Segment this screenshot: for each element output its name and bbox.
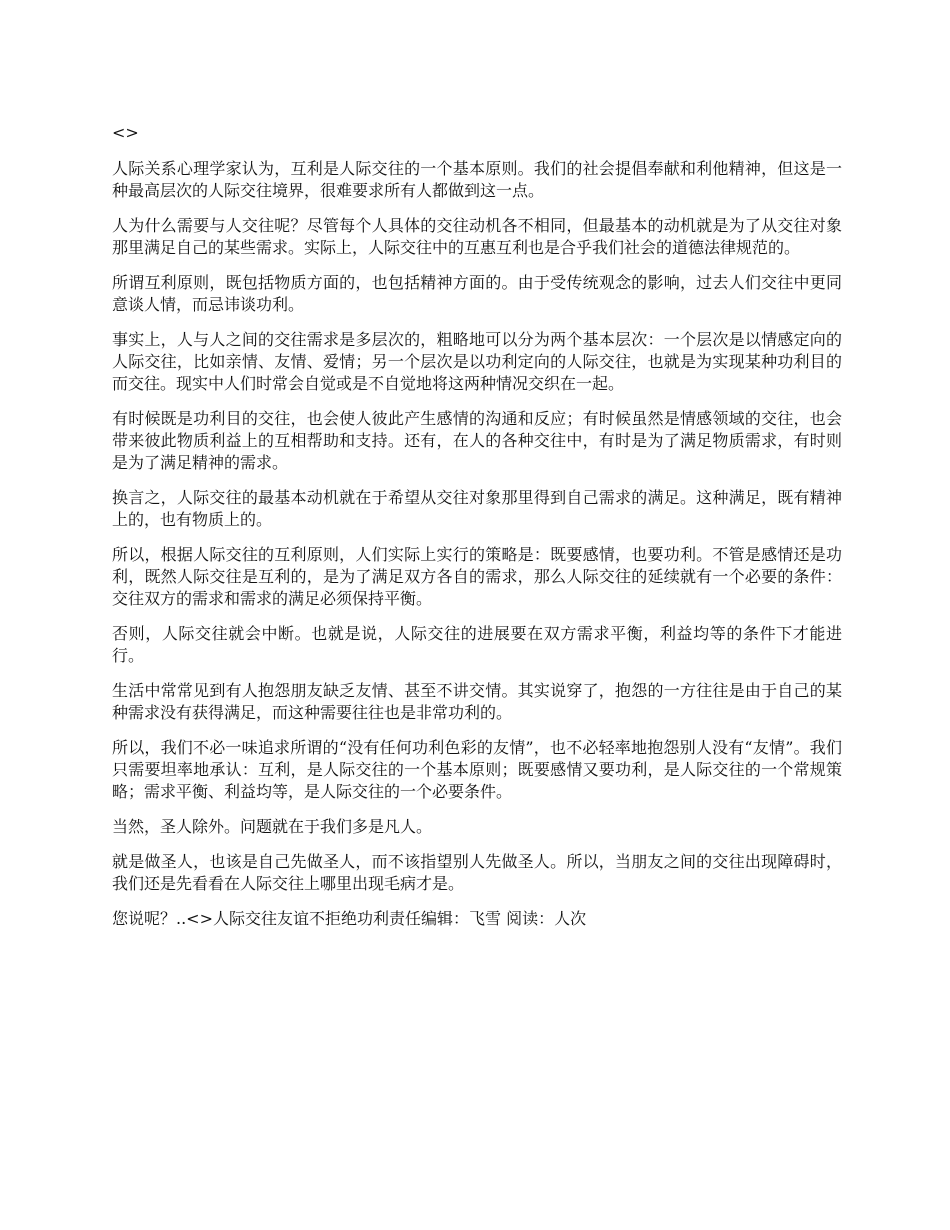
paragraph-6: 换言之，人际交往的最基本动机就在于希望从交往对象那里得到自己需求的满足。这种满足，既有精神上的，也有物质上的。: [112, 488, 842, 529]
paragraph-5: 有时候既是功利目的交往，也会使人彼此产生感情的沟通和反应；有时候虽然是情感领域的交往，也会带来彼此物质利益上的互相帮助和支持。还有，在人的各种交往中，有时是为了满足物质需求，有时则是为了满足精神的需求。: [112, 409, 842, 472]
paragraph-10: 所以，我们不必一味追求所谓的“没有任何功利色彩的友情”，也不必轻率地抱怨别人没有“友情”。我们只需要坦率地承认：互利，是人际交往的一个基本原则；既要感情又要功利，是人际交往的一个常规策略；需求平衡、利益均等，是人际交往的一个必要条件。: [112, 738, 842, 801]
paragraph-8: 否则，人际交往就会中断。也就是说，人际交往的进展要在双方需求平衡，利益均等的条件下才能进行。: [112, 624, 842, 665]
paragraph-3: 所谓互利原则，既包括物质方面的，也包括精神方面的。由于受传统观念的影响，过去人们交往中更同意谈人情，而忌讳谈功利。: [112, 273, 842, 314]
paragraph-11: 当然，圣人除外。问题就在于我们多是凡人。: [112, 817, 433, 836]
paragraph-1: 人际关系心理学家认为，互利是人际交往的一个基本原则。我们的社会提倡奉献和利他精神，但这是一种最高层次的人际交往境界，很难要求所有人都做到这一点。: [112, 159, 842, 200]
paragraph-9: 生活中常常见到有人抱怨朋友缺乏友情、甚至不讲交情。其实说穿了，抱怨的一方往往是由于自己的某种需求没有获得满足，而这种需要往往也是非常功利的。: [112, 681, 842, 722]
paragraph-2: 人为什么需要与人交往呢？尽管每个人具体的交往动机各不相同，但最基本的动机就是为了从交往对象那里满足自己的某些需求。实际上，人际交往中的互惠互利也是合乎我们社会的道德法律规范的。: [112, 216, 842, 257]
document-body: [112, 122, 842, 943]
paragraph-4: 事实上，人与人之间的交往需求是多层次的，粗略地可以分为两个基本层次：一个层次是以情感定向的人际交往，比如亲情、友情、爱情；另一个层次是以功利定向的人际交往，也就是为实现某种功利目的而交往。现实中人们时常会自觉或是不自觉地将这两种情况交织在一起。: [112, 330, 842, 393]
footer-line: 您说呢？..<>人际交往友谊不拒绝功利责任编辑：飞雪 阅读：人次: [112, 909, 587, 928]
paragraph-7: 所以，根据人际交往的互利原则，人们实际上实行的策略是：既要感情，也要功利。不管是感情还是功利，既然人际交往是互利的，是为了满足双方各自的需求，那么人际交往的延续就有一个必要的条件：交往双方的需求和需求的满足必须保持平衡。: [112, 545, 842, 608]
paragraph-12: 就是做圣人，也该是自己先做圣人，而不该指望别人先做圣人。所以，当朋友之间的交往出现障碍时，我们还是先看看在人际交往上哪里出现毛病才是。: [112, 852, 842, 893]
header-mark: <>: [112, 123, 139, 142]
